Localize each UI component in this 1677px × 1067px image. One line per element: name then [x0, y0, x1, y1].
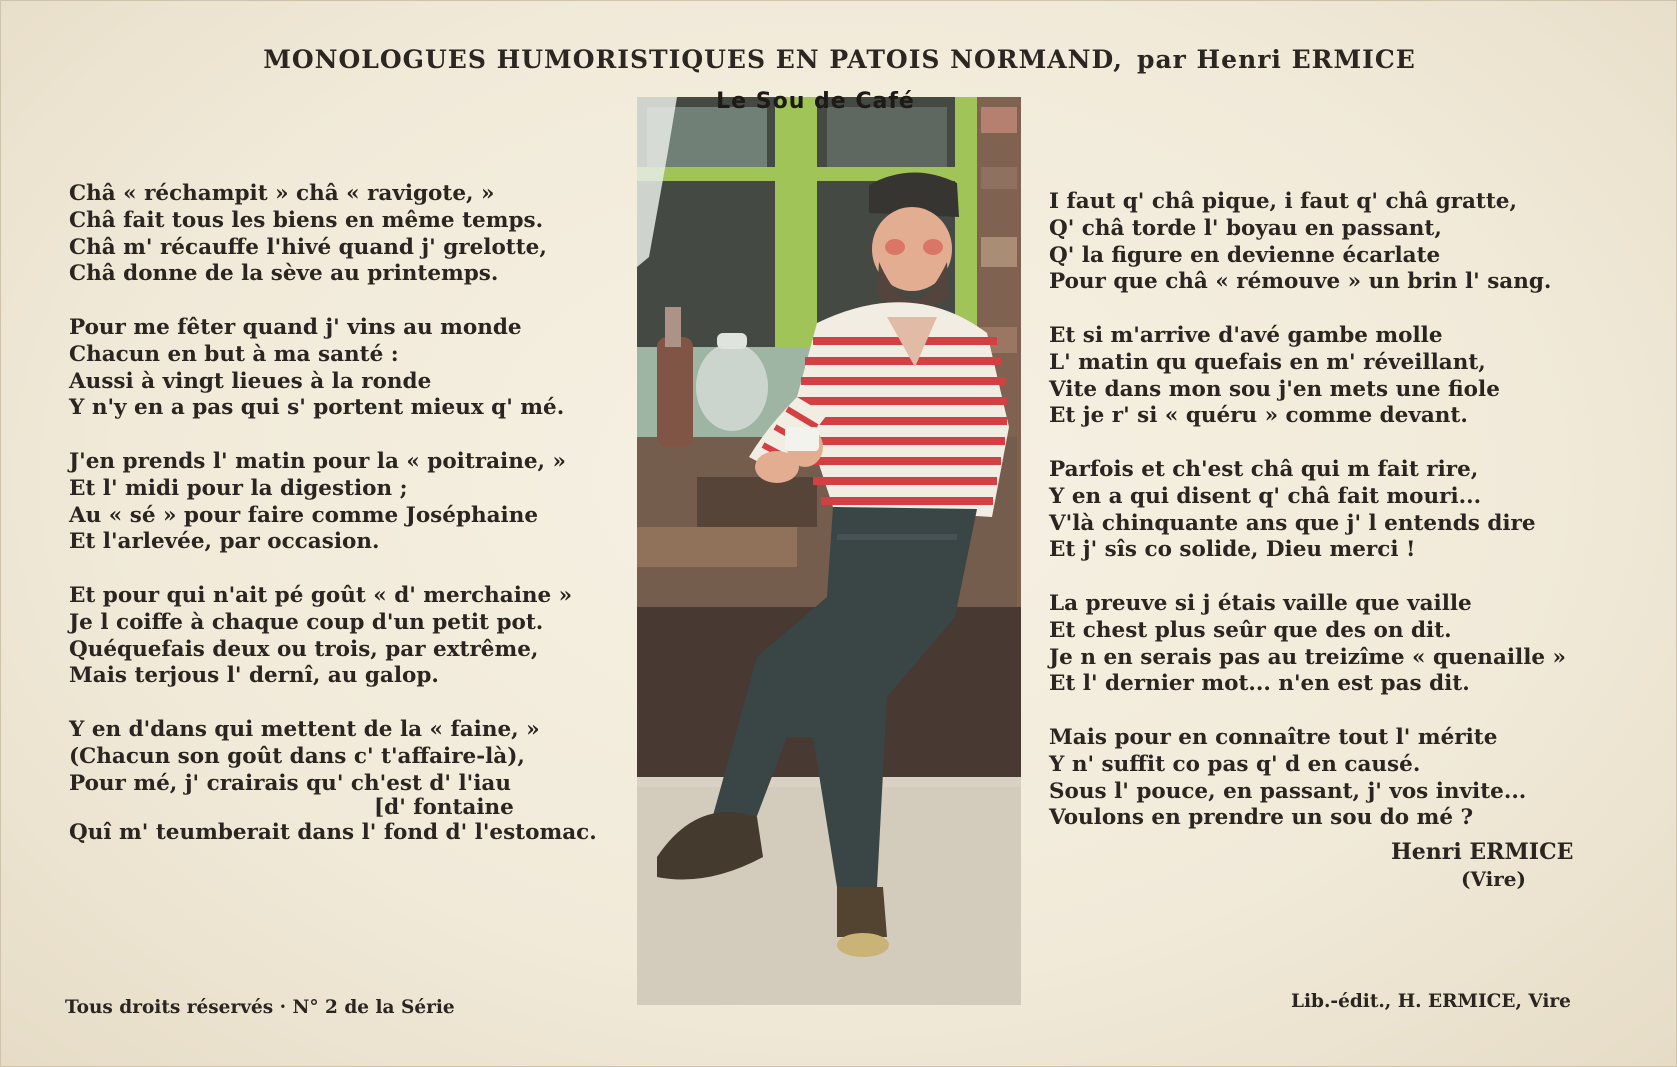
brace-prefix: Quî m' teumberait dans — [69, 820, 355, 846]
footer-rights: Tous droits réservés · N° 2 de la Série — [65, 997, 455, 1018]
stanza — [69, 717, 629, 847]
author-place: (Vire) — [1461, 867, 1526, 891]
poem-line: Et l'arlevée, par occasion. — [69, 529, 380, 555]
brace-top-text: [d' fontaine — [374, 795, 514, 821]
postcard-header — [1, 45, 1677, 74]
poem-line: Vite dans mon sou j'en mets une fiole — [1049, 376, 1500, 402]
poem-line: Châ fait tous les biens en même temps. — [69, 207, 544, 233]
poem-line: Et l' midi pour la digestion ; — [69, 475, 408, 501]
poem-line: Quéquefais deux ou trois, par extrême, — [69, 636, 539, 662]
poem-line: Je n en serais pas au treizîme « quenaille » — [1049, 644, 1566, 670]
poem-line: Pour que châ « rémouve » un brin l' sang. — [1049, 269, 1552, 295]
stanza — [69, 181, 629, 288]
poem-line: J'en prends l' matin pour la « poitraine, » — [69, 448, 566, 474]
poem-line: Pour me fêter quand j' vins au monde — [69, 314, 522, 340]
poem-line: (Chacun son goût dans c' t'affaire-là), — [69, 743, 525, 769]
poem-line: Voulons en prendre un sou do mé ? — [1049, 805, 1474, 831]
poem-line: Et chest plus seûr que des on dit. — [1049, 617, 1452, 643]
poem-line: Y n' suffit co pas q' d en causé. — [1049, 751, 1421, 777]
stanza — [1049, 323, 1609, 430]
brace-bottom: l' fond d' l'estomac. — [361, 820, 597, 846]
poem-line: Et j' sîs co solide, Dieu merci ! — [1049, 537, 1416, 563]
photo-man-with-coffee — [637, 97, 1021, 1005]
poem-line: Mais terjous l' dernî, au galop. — [69, 663, 439, 689]
stanza — [69, 449, 629, 556]
author-signature: Henri ERMICE — [1391, 839, 1574, 865]
poem-line-brace — [69, 819, 629, 847]
poem-line: Et pour qui n'ait pé goût « d' merchaine » — [69, 582, 573, 608]
poem-line: Châ donne de la sève au printemps. — [69, 261, 499, 287]
poem-line: Sous l' pouce, en passant, j' vos invite... — [1049, 778, 1527, 804]
poem-line: Et je r' si « quéru » comme devant. — [1049, 403, 1468, 429]
stanza — [1049, 591, 1609, 698]
header-title: MONOLOGUES HUMORISTIQUES EN PATOIS NORMAND, — [263, 45, 1123, 74]
poem-line: Et l' dernier mot... n'en est pas dit. — [1049, 671, 1470, 697]
poem-right-column — [1049, 189, 1609, 859]
poem-line: Pour mé, j' crairais qu' ch'est d' l'iau — [69, 770, 511, 796]
poem-line: Chacun en but à ma santé : — [69, 341, 399, 367]
stanza — [1049, 725, 1609, 832]
stanza — [1049, 189, 1609, 296]
poem-line: Je l coiffe à chaque coup d'un petit pot. — [69, 609, 544, 635]
poem-line: I faut q' châ pique, i faut q' châ gratte, — [1049, 189, 1517, 214]
stanza — [1049, 457, 1609, 564]
stanza — [69, 315, 629, 422]
poem-line: L' matin qu quefais en m' réveillant, — [1049, 349, 1486, 375]
poem-line: Q' la figure en devienne écarlate — [1049, 242, 1441, 268]
poem-title: Le Sou de Café — [716, 89, 915, 114]
footer-publisher: Lib.-édit., H. ERMICE, Vire — [1291, 991, 1571, 1012]
stanza — [69, 583, 629, 690]
poem-line: Y en d'dans qui mettent de la « faine, » — [69, 716, 540, 742]
poem-line: Aussi à vingt lieues à la ronde — [69, 368, 432, 394]
poem-line-brace-top — [69, 797, 629, 819]
header-byline: par Henri ERMICE — [1136, 45, 1416, 74]
poem-line: Châ m' récauffe l'hivé quand j' grelotte, — [69, 234, 547, 260]
poem-line: Q' châ torde l' boyau en passant, — [1049, 215, 1442, 241]
poem-line: Y n'y en a pas qui s' portent mieux q' mé. — [69, 395, 565, 421]
poem-line: Parfois et ch'est châ qui m fait rire, — [1049, 456, 1479, 482]
poem-line: Au « sé » pour faire comme Joséphaine — [69, 502, 539, 528]
poem-line: Et si m'arrive d'avé gambe molle — [1049, 322, 1443, 348]
poem-line: V'là chinquante ans que j' l entends dire — [1049, 510, 1536, 536]
poem-line: Châ « réchampit » châ « ravigote, » — [69, 181, 495, 206]
poem-line: La preuve si j étais vaille que vaille — [1049, 590, 1472, 616]
poem-left-column — [69, 181, 629, 874]
poem-line: Mais pour en connaître tout l' mérite — [1049, 724, 1498, 750]
poem-line: Y en a qui disent q' châ fait mouri... — [1049, 483, 1482, 509]
